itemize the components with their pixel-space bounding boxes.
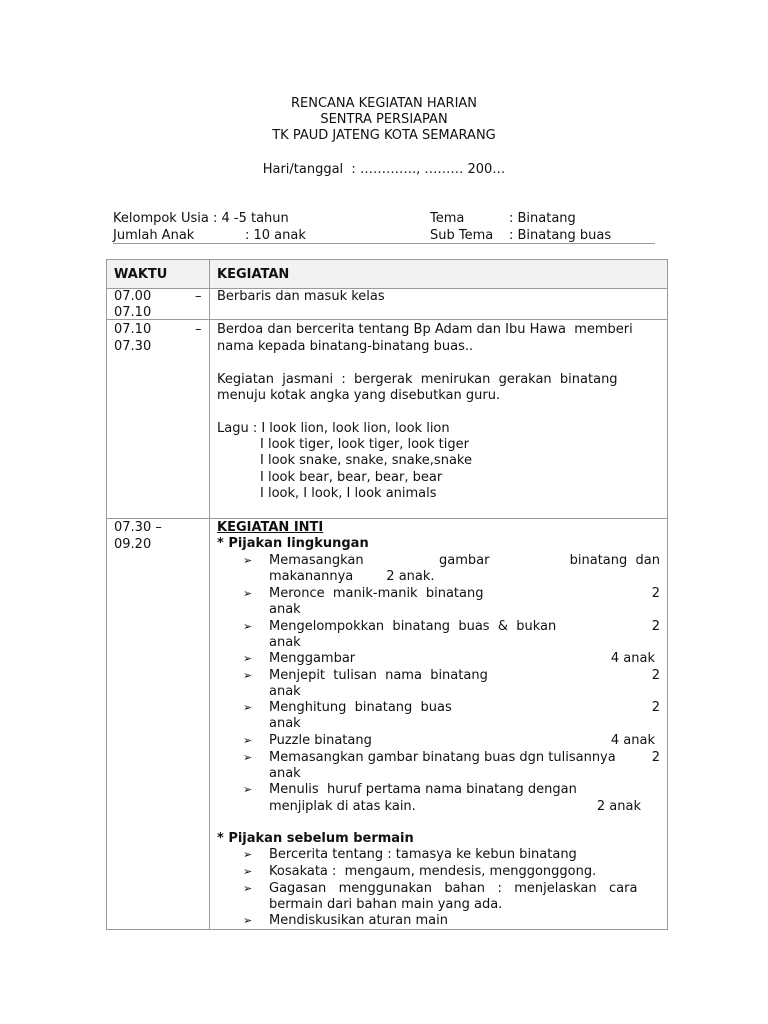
arrow-bullet-icon: ➢ xyxy=(243,783,253,796)
row2-berdoa-line2: nama kepada binatang-binatang buas.. xyxy=(217,339,474,354)
item-count: 2 xyxy=(651,619,660,634)
item-text: Mengelompokkan binatang buas & bukan xyxy=(269,619,557,634)
lagu-line: I look bear, bear, bear, bear xyxy=(260,470,443,485)
item-text-cont: makanannya 2 anak. xyxy=(269,569,435,584)
sebelum-item: Gagasan menggunakan bahan : menjelaskan cara xyxy=(269,881,638,896)
table-border-left xyxy=(106,259,107,930)
item-count: 2 xyxy=(651,750,660,765)
arrow-bullet-icon: ➢ xyxy=(243,865,253,878)
table-border-top xyxy=(106,259,668,260)
item-count: binatang dan xyxy=(569,553,660,568)
item-text-cont: anak xyxy=(269,684,301,699)
item-text: Puzzle binatang xyxy=(269,733,372,748)
row2-dash: – xyxy=(195,322,202,337)
arrow-bullet-icon: ➢ xyxy=(243,620,253,633)
row2-jasmani-line2: menuju kotak angka yang disebutkan guru. xyxy=(217,388,501,403)
jumlah-anak-value: : 10 anak xyxy=(245,228,306,243)
date-line: Hari/tanggal : …………., ……… 200… xyxy=(262,162,506,177)
item-count: 2 xyxy=(651,700,660,715)
arrow-bullet-icon: ➢ xyxy=(243,554,253,567)
sebelum-item: Bercerita tentang : tamasya ke kebun binatang xyxy=(269,847,577,862)
subtema-value: : Binatang buas xyxy=(509,228,612,243)
kegiatan-inti-heading: KEGIATAN INTI xyxy=(217,520,324,535)
row2-time-end: 07.30 xyxy=(114,339,152,354)
tema-value: : Binatang xyxy=(509,211,576,226)
jumlah-anak-label: Jumlah Anak xyxy=(113,228,195,243)
title-line-2: SENTRA PERSIAPAN xyxy=(320,112,448,127)
item-text-cont: anak xyxy=(269,766,301,781)
title-line-3: TK PAUD JATENG KOTA SEMARANG xyxy=(272,128,496,143)
pijakan-lingkungan-heading: * Pijakan lingkungan xyxy=(217,536,369,551)
row1-dash: – xyxy=(195,289,202,304)
row3-time-end: 09.20 xyxy=(114,537,152,552)
lagu-line: I look tiger, look tiger, look tiger xyxy=(260,437,469,452)
table-row-divider xyxy=(106,518,668,519)
info-divider xyxy=(113,243,655,244)
arrow-bullet-icon: ➢ xyxy=(243,669,253,682)
table-header-bg xyxy=(107,260,667,288)
item-text: Memasangkan xyxy=(269,553,364,568)
tema-label: Tema xyxy=(430,211,465,226)
pijakan-sebelum-heading: * Pijakan sebelum bermain xyxy=(217,831,414,846)
table-row-divider xyxy=(106,319,668,320)
lagu-line: Lagu : I look lion, look lion, look lion xyxy=(217,421,450,436)
item-text: Meronce manik-manik binatang xyxy=(269,586,484,601)
item-text: Memasangkan gambar binatang buas dgn tulisannya xyxy=(269,750,616,765)
row3-time-start: 07.30 – xyxy=(114,520,162,535)
sebelum-item-cont: bermain dari bahan main yang ada. xyxy=(269,897,503,912)
row2-berdoa-line1: Berdoa dan bercerita tentang Bp Adam dan Ibu Hawa memberi xyxy=(217,322,633,337)
item-count: 2 xyxy=(651,668,660,683)
item-count: 4 anak xyxy=(610,733,655,748)
item-text-cont: menjiplak di atas kain. xyxy=(269,799,416,814)
item-count: 2 xyxy=(651,586,660,601)
item-text: Menggambar xyxy=(269,651,356,666)
col-waktu-header: WAKTU xyxy=(114,267,168,282)
table-border-bottom xyxy=(106,929,668,930)
item-text: gambar xyxy=(439,553,490,568)
item-text: Menulis huruf pertama nama binatang dengan xyxy=(269,782,577,797)
row1-activity: Berbaris dan masuk kelas xyxy=(217,289,385,304)
sebelum-item: Kosakata : mengaum, mendesis, menggonggong. xyxy=(269,864,597,879)
row2-time-start: 07.10 xyxy=(114,322,152,337)
row1-time-start: 07.00 xyxy=(114,289,152,304)
item-text-cont: anak xyxy=(269,635,301,650)
table-border-right xyxy=(667,259,668,930)
arrow-bullet-icon: ➢ xyxy=(243,652,253,665)
col-kegiatan-header: KEGIATAN xyxy=(217,267,290,282)
title-line-1: RENCANA KEGIATAN HARIAN xyxy=(290,96,478,111)
subtema-label: Sub Tema xyxy=(430,228,494,243)
kelompok-usia: Kelompok Usia : 4 -5 tahun xyxy=(113,211,289,226)
item-text-cont: anak xyxy=(269,716,301,731)
row2-jasmani-line1: Kegiatan jasmani : bergerak menirukan gerakan binatang xyxy=(217,372,618,387)
item-text: Menjepit tulisan nama binatang xyxy=(269,668,488,683)
item-count: 4 anak xyxy=(610,651,655,666)
sebelum-item: Mendiskusikan aturan main xyxy=(269,913,448,928)
table-row-divider xyxy=(106,288,668,289)
lagu-line: I look, I look, I look animals xyxy=(260,486,437,501)
item-text-cont: anak xyxy=(269,602,301,617)
row1-time-end: 07.10 xyxy=(114,305,152,320)
arrow-bullet-icon: ➢ xyxy=(243,751,253,764)
arrow-bullet-icon: ➢ xyxy=(243,914,253,927)
arrow-bullet-icon: ➢ xyxy=(243,882,253,895)
arrow-bullet-icon: ➢ xyxy=(243,587,253,600)
arrow-bullet-icon: ➢ xyxy=(243,848,253,861)
arrow-bullet-icon: ➢ xyxy=(243,734,253,747)
arrow-bullet-icon: ➢ xyxy=(243,701,253,714)
item-text: Menghitung binatang buas xyxy=(269,700,452,715)
table-col-divider xyxy=(209,259,210,930)
item-count: 2 anak xyxy=(596,799,641,814)
lagu-line: I look snake, snake, snake,snake xyxy=(260,453,472,468)
